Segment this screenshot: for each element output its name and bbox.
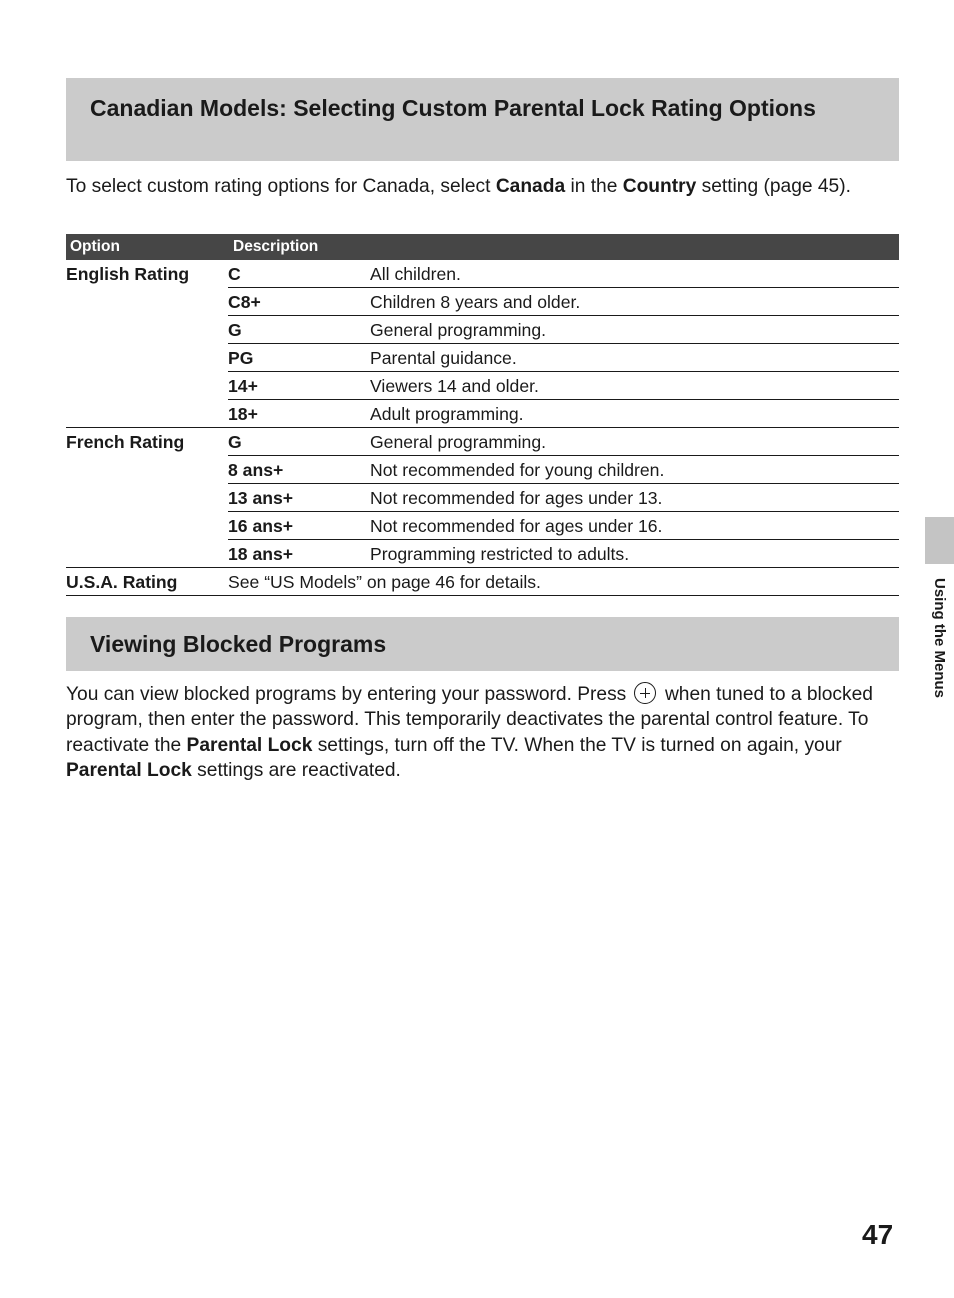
section-heading-band bbox=[66, 78, 899, 161]
rating-description: Viewers 14 and older. bbox=[370, 376, 539, 396]
rating-code: 18 ans+ bbox=[228, 544, 294, 564]
table-row bbox=[228, 400, 899, 427]
body-bold-parental-lock: Parental Lock bbox=[186, 734, 313, 756]
rating-description: All children. bbox=[370, 264, 461, 284]
table-row bbox=[228, 456, 899, 484]
rating-code: 18+ bbox=[228, 404, 258, 424]
section-title: Canadian Models: Selecting Custom Parental Lock Rating Options bbox=[90, 95, 816, 121]
body-text: settings, turn off the TV. When the TV is turned on again, your bbox=[312, 734, 842, 756]
table-row bbox=[228, 344, 899, 372]
rating-code: 13 ans+ bbox=[228, 488, 294, 508]
header-option: Option bbox=[70, 238, 120, 255]
table-header bbox=[66, 234, 899, 260]
option-group-english bbox=[66, 260, 899, 428]
rating-code: G bbox=[228, 320, 242, 340]
rating-code: 8 ans+ bbox=[228, 460, 284, 480]
rating-description: Children 8 years and older. bbox=[370, 292, 581, 312]
intro-bold-country: Country bbox=[622, 176, 697, 197]
table-row bbox=[228, 372, 899, 400]
section-heading-band bbox=[66, 617, 899, 671]
header-description: Description bbox=[233, 238, 319, 255]
chapter-tab bbox=[925, 517, 954, 564]
rating-description: General programming. bbox=[370, 432, 547, 452]
rating-code: C bbox=[228, 264, 241, 284]
rating-description: Parental guidance. bbox=[370, 348, 517, 368]
intro-bold-canada: Canada bbox=[495, 176, 566, 197]
rating-description: General programming. bbox=[370, 320, 547, 340]
intro-text: To select custom rating options for Canada, select bbox=[66, 176, 496, 197]
rating-description: Adult programming. bbox=[370, 404, 524, 424]
chapter-label-text: Using the Menus bbox=[931, 578, 948, 699]
rating-code: 16 ans+ bbox=[228, 516, 294, 536]
table-row bbox=[228, 288, 899, 316]
body-text: when tuned to a blocked program, then enter the password. This temporarily deactivates the parental control feature. To reactivate the bbox=[66, 684, 873, 756]
rating-code: G bbox=[228, 432, 242, 452]
table-row bbox=[228, 428, 899, 456]
option-label: French Rating bbox=[66, 432, 185, 452]
option-group-french bbox=[66, 428, 899, 568]
body-bold-parental-lock: Parental Lock bbox=[66, 759, 192, 781]
intro-paragraph bbox=[66, 174, 899, 199]
rating-description: Not recommended for ages under 13. bbox=[370, 488, 663, 508]
table-row bbox=[228, 316, 899, 344]
body-text: You can view blocked programs by entering your password. Press bbox=[66, 684, 632, 705]
rating-code: PG bbox=[228, 348, 254, 368]
page-number: 47 bbox=[862, 1219, 894, 1250]
intro-text: setting (page 45). bbox=[696, 176, 851, 197]
option-group-usa bbox=[66, 568, 899, 596]
section-title: Viewing Blocked Programs bbox=[90, 631, 387, 657]
blocked-programs-paragraph bbox=[66, 682, 899, 783]
rating-code: C8+ bbox=[228, 292, 261, 312]
usa-rating-note: See “US Models” on page 46 for details. bbox=[228, 572, 541, 592]
option-label: U.S.A. Rating bbox=[66, 572, 178, 592]
table-row bbox=[228, 484, 899, 512]
rating-description: Not recommended for young children. bbox=[370, 460, 665, 480]
table-row bbox=[228, 512, 899, 540]
option-label: English Rating bbox=[66, 264, 190, 284]
table-row bbox=[228, 540, 899, 567]
rating-description: Not recommended for ages under 16. bbox=[370, 516, 663, 536]
enter-button-icon bbox=[634, 682, 656, 704]
rating-description: Programming restricted to adults. bbox=[370, 544, 630, 564]
intro-text: in the bbox=[565, 176, 623, 197]
body-text: settings are reactivated. bbox=[191, 759, 401, 781]
table-row bbox=[228, 260, 899, 288]
rating-code: 14+ bbox=[228, 376, 258, 396]
rating-options-table bbox=[66, 234, 899, 596]
chapter-label bbox=[930, 578, 950, 738]
